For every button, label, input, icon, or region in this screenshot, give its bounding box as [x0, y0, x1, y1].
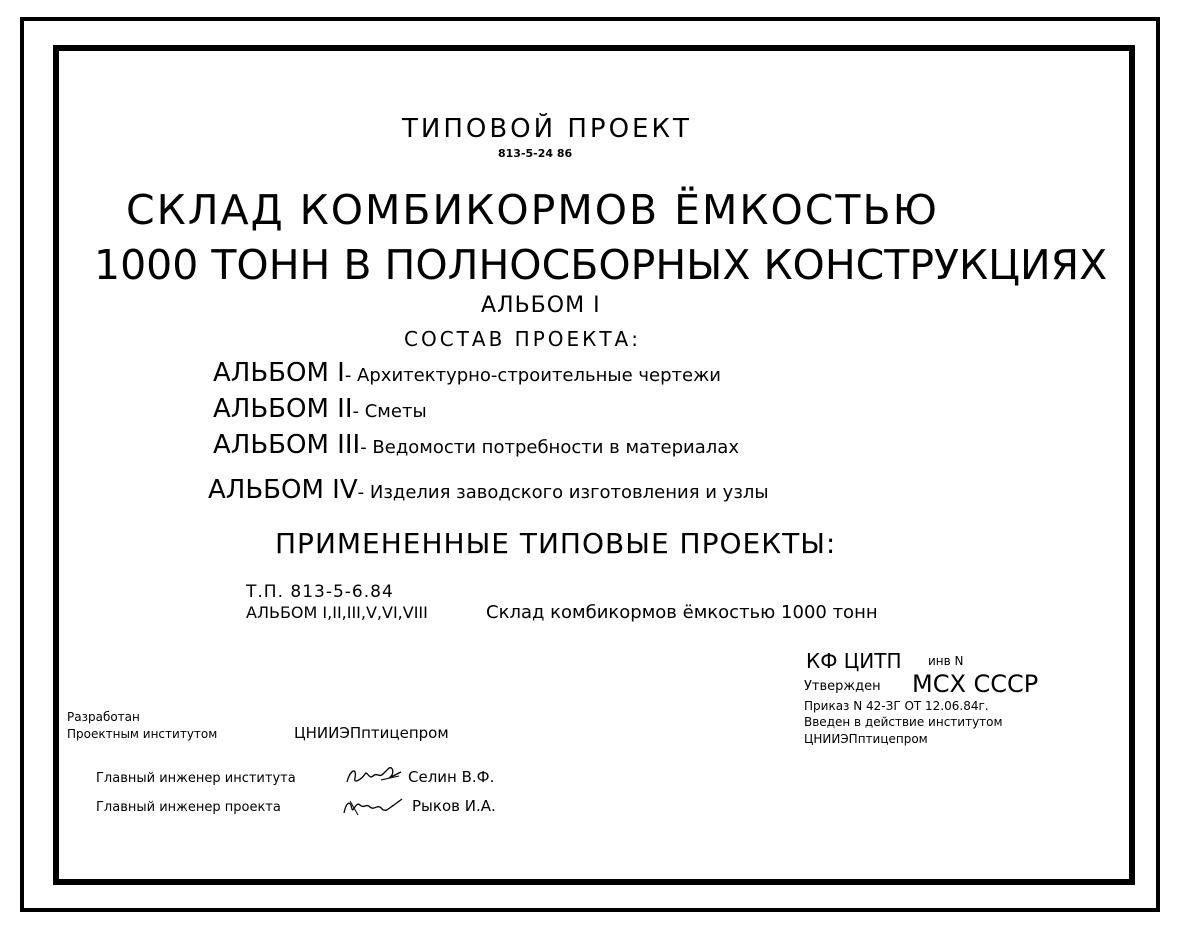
developer-institute: ЦНИИЭПптицепром — [294, 724, 449, 742]
developer-by-label: Проектным институтом — [67, 727, 218, 741]
composition-item — [213, 360, 721, 386]
signature-image — [340, 793, 406, 819]
composition-album: АЛЬБОМ I — [213, 358, 345, 388]
inner-border — [53, 45, 1135, 885]
developer-label: Разработан — [67, 710, 140, 724]
composition-album: АЛЬБОМ II — [213, 394, 353, 424]
approved-by: МСХ СССР — [912, 670, 1039, 698]
approval-introduced: Введен в действие институтом — [804, 715, 1003, 729]
signature-role: Главный инженер института — [96, 771, 296, 786]
composition-text: - Изделия заводского изготовления и узлы — [357, 482, 769, 503]
album-number: АЛЬБОМ I — [481, 293, 601, 318]
approval-order: Приказ N 42-ЗГ ОТ 12.06.84г. — [804, 699, 989, 713]
approval-institute: ЦНИИЭПптицепром — [804, 732, 928, 746]
approved-label: Утвержден — [804, 679, 881, 694]
composition-item — [213, 432, 739, 458]
signature-name: Селин В.Ф. — [408, 768, 495, 786]
composition-item — [213, 396, 427, 422]
applied-projects-heading: ПРИМЕНЕННЫЕ ТИПОВЫЕ ПРОЕКТЫ: — [275, 527, 837, 560]
title-line-2: 1000 ТОНН В ПОЛНОСБОРНЫХ КОНСТРУКЦИЯХ — [94, 241, 1108, 289]
project-number: 813-5-24 86 — [498, 147, 573, 160]
composition-text: - Ведомости потребности в материалах — [360, 437, 739, 458]
inventory-number: инв N — [928, 654, 964, 668]
composition-text: - Архитектурно-строительные чертежи — [344, 365, 721, 386]
composition-album: АЛЬБОМ IV — [208, 475, 358, 505]
signature-name: Рыков И.А. — [412, 797, 496, 815]
applied-project-name: Склад комбикормов ёмкостью 1000 тонн — [486, 602, 878, 623]
composition-album: АЛЬБОМ III — [213, 430, 361, 460]
signature-role: Главный инженер проекта — [96, 800, 281, 815]
composition-heading: СОСТАВ ПРОЕКТА: — [404, 327, 641, 351]
applied-albums: АЛЬБОМ I,II,III,V,VI,VIII — [246, 603, 428, 622]
applied-tp-number: Т.П. 813-5-6.84 — [246, 582, 394, 602]
composition-text: - Сметы — [352, 401, 427, 422]
signature-image — [343, 764, 405, 788]
approval-org: КФ ЦИТП — [806, 649, 902, 673]
type-project-heading: ТИПОВОЙ ПРОЕКТ — [402, 114, 692, 144]
composition-item — [208, 477, 769, 503]
title-line-1: СКЛАД КОМБИКОРМОВ ЁМКОСТЬЮ — [126, 186, 939, 234]
